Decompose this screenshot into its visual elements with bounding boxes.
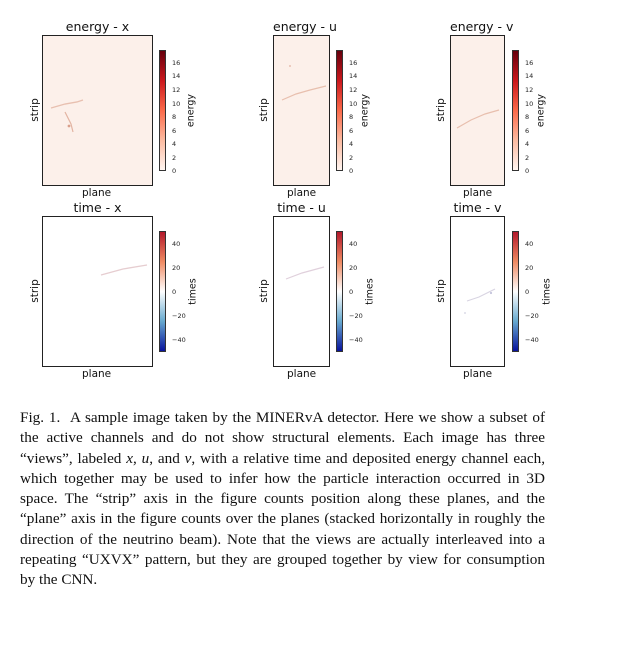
particle-track (282, 86, 326, 100)
colorbar (336, 50, 343, 171)
colorbar-tick: 0 (525, 288, 530, 296)
particle-track (51, 100, 83, 108)
panel-title: time - v (453, 200, 502, 215)
y-axis-label: strip (435, 279, 447, 303)
colorbar-tick: 10 (349, 100, 358, 108)
colorbar-tick: 10 (525, 100, 534, 108)
hit-point (68, 125, 71, 128)
colorbar-tick: −20 (172, 312, 186, 320)
colorbar-tick: 20 (172, 264, 181, 272)
heatmap-plot (42, 216, 153, 367)
colorbar (159, 50, 166, 171)
colorbar-label: times (364, 278, 376, 305)
caption-sep: , (133, 449, 142, 467)
colorbar-tick: 2 (349, 154, 354, 162)
colorbar-tick: 20 (525, 264, 534, 272)
track-svg (451, 217, 506, 368)
heatmap-plot (42, 35, 153, 186)
caption-text: A sample image taken by the MINERvA detector. Here we show a subset of the active channels and do not show structural elements. Each image has three “views”, labeled (20, 409, 545, 467)
particle-track (65, 112, 73, 132)
colorbar-tick: 0 (349, 288, 354, 296)
colorbar-tick: 6 (349, 127, 354, 135)
caption-text: , with a relative time and deposited energy channel each, which together may be used to infer how the particle interaction occurred in 3D space. The “strip” axis in the figure counts position along these planes, and the “plane” axis in the figure counts over the planes (stacked horizontally in roughly the direction of the neutrino beam). Note that the views are actually interleaved into a repeating “UXVX” pattern, but they are grouped together by view for consumption by the CNN. (20, 449, 546, 589)
panel-title: energy - v (450, 19, 514, 34)
x-axis-label: plane (463, 187, 493, 199)
colorbar-tick: 14 (349, 72, 358, 80)
colorbar (159, 231, 166, 352)
colorbar-tick: 6 (525, 127, 530, 135)
colorbar-tick: 0 (525, 167, 530, 175)
colorbar-tick: 4 (349, 140, 354, 148)
figure-caption (20, 408, 545, 591)
colorbar-tick: 10 (172, 100, 181, 108)
colorbar-tick: 0 (349, 167, 354, 175)
track-svg (43, 36, 154, 187)
colorbar-tick: 4 (525, 140, 530, 148)
x-axis-label: plane (82, 187, 112, 199)
heatmap-plot (273, 216, 330, 367)
particle-track (467, 289, 495, 301)
colorbar-label: energy (535, 93, 547, 128)
colorbar-tick: 16 (172, 59, 181, 67)
colorbar-tick: 2 (172, 154, 177, 162)
colorbar (336, 231, 343, 352)
colorbar-tick: 0 (172, 167, 177, 175)
caption-var-u: u (141, 449, 150, 467)
x-axis-label: plane (82, 368, 112, 380)
colorbar-tick: 16 (525, 59, 534, 67)
panel-title: energy - u (273, 19, 337, 34)
colorbar-tick: 20 (349, 264, 358, 272)
colorbar-tick: 8 (349, 113, 354, 121)
y-axis-label: strip (258, 98, 270, 122)
colorbar-tick: 2 (525, 154, 530, 162)
colorbar-tick: 16 (349, 59, 358, 67)
particle-track (101, 265, 147, 275)
particle-track (286, 267, 324, 279)
hit-point (464, 312, 466, 314)
colorbar-tick: −40 (349, 336, 363, 344)
colorbar-label: times (541, 278, 553, 305)
y-axis-label: strip (29, 98, 41, 122)
y-axis-label: strip (435, 98, 447, 122)
colorbar (512, 50, 519, 171)
caption-var-v: v (184, 449, 192, 467)
colorbar-label: energy (359, 93, 371, 128)
colorbar-tick: 12 (525, 86, 534, 94)
track-svg (43, 217, 154, 368)
colorbar-tick: 12 (172, 86, 181, 94)
caption-var-x: x (126, 449, 133, 467)
colorbar-tick: 14 (525, 72, 534, 80)
caption-sep: , and (149, 449, 185, 467)
colorbar-label: energy (185, 93, 197, 128)
colorbar-tick: 12 (349, 86, 358, 94)
track-svg (274, 36, 331, 187)
colorbar-tick: 8 (172, 113, 177, 121)
hit-point (490, 292, 492, 294)
caption-label: Fig. 1. (20, 409, 61, 426)
y-axis-label: strip (29, 279, 41, 303)
colorbar-tick: −20 (349, 312, 363, 320)
colorbar-tick: 8 (525, 113, 530, 121)
colorbar-tick: −20 (525, 312, 539, 320)
x-axis-label: plane (287, 368, 317, 380)
colorbar-tick: 14 (172, 72, 181, 80)
colorbar-tick: 40 (349, 240, 358, 248)
x-axis-label: plane (463, 368, 493, 380)
colorbar-tick: −40 (172, 336, 186, 344)
track-svg (274, 217, 331, 368)
colorbar-tick: 6 (172, 127, 177, 135)
panel-title: time - u (277, 200, 326, 215)
colorbar-tick: 40 (172, 240, 181, 248)
heatmap-plot (273, 35, 330, 186)
x-axis-label: plane (287, 187, 317, 199)
colorbar-label: times (187, 278, 199, 305)
colorbar-tick: 40 (525, 240, 534, 248)
colorbar-tick: −40 (525, 336, 539, 344)
particle-track (457, 110, 499, 128)
colorbar-tick: 0 (172, 288, 177, 296)
heatmap-plot (450, 35, 505, 186)
colorbar-tick: 4 (172, 140, 177, 148)
panel-title: time - x (73, 200, 122, 215)
hit-point (289, 65, 291, 67)
track-svg (451, 36, 506, 187)
y-axis-label: strip (258, 279, 270, 303)
colorbar (512, 231, 519, 352)
heatmap-plot (450, 216, 505, 367)
panel-title: energy - x (65, 19, 130, 34)
